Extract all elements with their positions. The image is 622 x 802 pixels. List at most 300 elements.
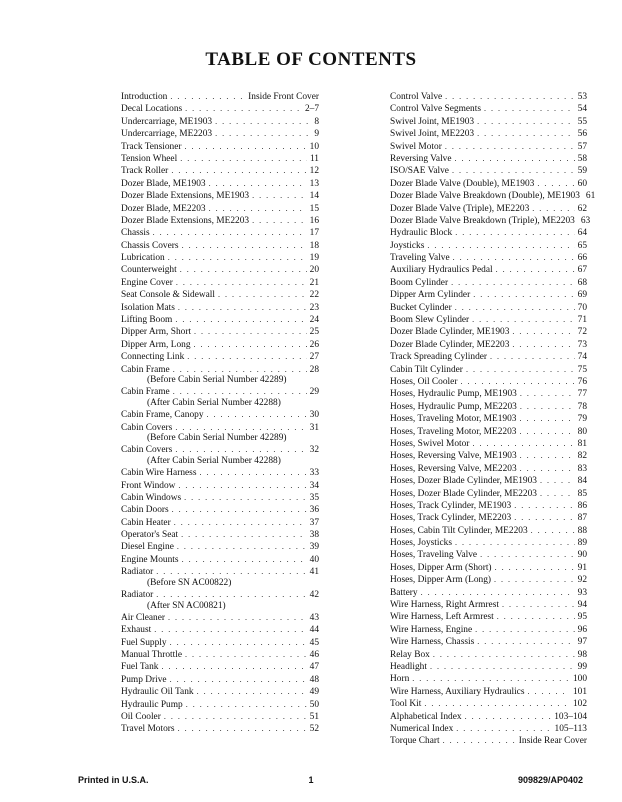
toc-entry-label: ISO/SAE Valve [390,166,449,177]
toc-entry-page: 47 [309,662,319,673]
toc-entry-page: 39 [309,542,319,553]
toc-entry [390,438,587,450]
dot-leader [496,264,575,276]
dot-leader [455,153,575,165]
toc-entry-label: Radiator [121,590,154,601]
toc-entry-label: Front Window [121,480,176,491]
toc-entry-page: 15 [309,203,319,214]
toc-entry-label: Travel Motors [121,724,175,735]
toc-entry-label: Cabin Frame, Canopy [121,410,204,421]
toc-entry-page: 33 [309,468,319,479]
toc-entry-label: Control Valve [390,92,443,102]
toc-entry [121,302,319,314]
toc-entry [121,203,319,215]
dot-leader [477,128,575,140]
toc-entry [390,91,587,103]
toc-entry-page: 49 [309,687,319,698]
dot-leader [445,91,574,103]
toc-entry-page: 36 [309,505,319,516]
toc-entry-label: Boom Slew Cylinder [390,315,470,326]
toc-entry-page: 82 [577,451,587,462]
toc-entry-label: Isolation Mats [121,302,175,313]
toc-entry-label: Cabin Frame [121,364,170,375]
toc-entry-label: Hoses, Dozer Blade Cylinder, ME2203 [390,488,537,499]
toc-entry-label: Fuel Supply [121,637,167,648]
dot-leader [173,364,307,376]
toc-entry-label: Tool Kit [390,699,422,710]
toc-entry [390,264,587,276]
toc-entry-label: Torque Chart [390,736,440,747]
printed-location: Printed in U.S.A. [78,775,149,785]
toc-entry-label: Dipper Arm Cylinder [390,290,471,301]
dot-leader [186,699,307,711]
toc-entry-page: 12 [309,166,319,177]
toc-entry [390,103,587,115]
toc-entry-label: Track Roller [121,166,169,177]
toc-entry-label: Oil Cooler [121,711,161,722]
toc-entry-label: Engine Cover [121,277,173,288]
toc-entry-label: Wire Harness, Auxiliary Hydraulics [390,686,525,697]
dot-leader [168,612,307,624]
toc-entry [121,409,319,421]
toc-entry [121,661,319,673]
toc-entry-page: 66 [577,253,587,264]
toc-entry-page: 24 [309,315,319,326]
toc-entry [121,314,319,326]
toc-entry [390,512,587,524]
toc-entry-page: 44 [309,625,319,636]
toc-entry-page: 35 [309,492,319,503]
toc-entry [121,215,319,227]
toc-entry [390,562,587,574]
dot-leader [520,450,575,462]
toc-entry [121,386,319,398]
dot-leader [185,103,302,115]
toc-entry [121,227,319,239]
toc-entry-page: 60 [577,178,587,189]
toc-entry-label: Dozer Blade Valve Breakdown (Triple), ME2203 [390,215,575,226]
toc-entry [121,351,319,363]
toc-entry [390,426,587,438]
toc-entry-page: 61 [585,191,596,202]
toc-entry-page: 58 [577,153,587,164]
toc-entry-page: 34 [309,480,319,491]
toc-entry [121,240,319,252]
toc-entry-label: Exhaust [121,625,152,636]
dot-leader [412,673,570,685]
dot-leader [171,165,306,177]
toc-entry-page: 71 [577,315,587,326]
toc-entry-page: 40 [309,554,319,565]
toc-entry [390,574,587,586]
toc-entry [390,649,587,661]
toc-entry [390,141,587,153]
toc-entry [121,612,319,624]
toc-entry-page: 97 [577,637,587,648]
dot-leader [199,467,306,479]
toc-entry [390,549,587,561]
dot-leader [514,500,574,512]
toc-entry [390,388,587,400]
dot-leader [495,562,575,574]
toc-entry-label: Fuel Tank [121,662,159,673]
toc-entry [390,289,587,301]
toc-entry-page: 102 [572,699,587,710]
toc-entry-page: 85 [577,488,587,499]
toc-entry-label: Decal Locations [121,104,183,115]
toc-entry [121,339,319,351]
toc-entry-label: Dozer Blade Extensions, ME2203 [121,215,250,226]
toc-entry-page: 79 [577,414,587,425]
toc-entry-page: 16 [309,215,319,226]
toc-entry [121,190,319,202]
dot-leader [455,227,574,239]
toc-entry-label: Cabin Doors [121,505,169,516]
dot-leader [178,302,307,314]
toc-entry-page: 76 [577,376,587,387]
toc-entry-page: 99 [577,661,587,672]
toc-entry [121,480,319,492]
toc-entry-page: 75 [577,364,587,375]
toc-entry-label: Dipper Arm, Short [121,327,192,338]
toc-entry-label: Hoses, Traveling Motor, ME1903 [390,414,517,425]
toc-entry [390,128,587,140]
toc-entry-page: 2–7 [304,104,319,115]
toc-entry-page: 59 [577,166,587,177]
toc-entry [390,277,587,289]
toc-entry-label: Cabin Wire Harness [121,468,197,479]
dot-leader [460,376,574,388]
dot-leader [181,529,306,541]
dot-leader [176,277,307,289]
dot-leader [170,91,245,103]
toc-entry-page: 14 [309,191,319,202]
dot-leader [494,574,575,586]
toc-entry-label: Track Spreading Cylinder [390,352,488,363]
dot-leader [197,686,307,698]
dot-leader [180,264,307,276]
dot-leader [466,364,575,376]
toc-entry-label: Cabin Windows [121,492,182,503]
toc-entry [390,413,587,425]
toc-entry [121,444,319,456]
toc-entry-page: 25 [309,327,319,338]
page-number: 1 [308,775,314,785]
toc-entry-label: Hydraulic Pump [121,699,183,710]
toc-entry [121,364,319,376]
toc-entry-label: Numerical Index [390,723,454,734]
toc-entry-page: 55 [577,116,587,127]
toc-entry [121,711,319,723]
toc-entry [390,376,587,388]
toc-entry-page: 105–113 [554,723,587,734]
toc-entry-page: 9 [314,129,319,140]
toc-entry [390,698,587,710]
dot-leader [156,566,306,578]
toc-entry-page: 88 [577,525,587,536]
toc-entry-label: Hoses, Track Cylinder, ME1903 [390,500,512,511]
dot-leader [520,463,575,475]
dot-leader [497,611,575,623]
toc-entry-label: Hoses, Track Cylinder, ME2203 [390,513,512,524]
dot-leader [194,326,307,338]
dot-leader [502,599,575,611]
toc-entry-page: 78 [577,401,587,412]
toc-entry-page: 27 [309,352,319,363]
toc-entry [121,699,319,711]
toc-entry [390,537,587,549]
toc-entry-label: Horn [390,674,410,685]
toc-entry-label: Lubrication [121,253,165,264]
toc-entry [390,500,587,512]
toc-entry-label: Hoses, Reversing Valve, ME2203 [390,463,517,474]
toc-entry [390,488,587,500]
toc-entry-page: 31 [309,422,319,433]
toc-entry-page: 83 [577,463,587,474]
toc-entry [121,467,319,479]
toc-entry-label: Diesel Engine [121,542,174,553]
dot-leader [178,723,307,735]
toc-entry-page: 20 [309,265,319,276]
dot-leader [182,240,307,252]
dot-leader [455,537,575,549]
toc-entry [121,504,319,516]
dot-leader [540,475,575,487]
toc-entry [390,686,587,698]
dot-leader [531,525,575,537]
toc-entry-page: 72 [577,327,587,338]
toc-entry-label: Connecting Link [121,352,185,363]
dot-leader [540,488,575,500]
toc-entry [390,203,587,215]
toc-entry-page: Inside Rear Cover [518,736,587,747]
dot-leader [477,636,574,648]
dot-leader [421,587,575,599]
toc-entry-label: Wire Harness, Left Armrest [390,612,494,623]
toc-entry [390,116,587,128]
dot-leader [194,339,307,351]
toc-entry-label: Swivel Joint, ME1903 [390,116,475,127]
toc-entry-page: 90 [577,550,587,561]
toc-entry-page: 8 [314,116,319,127]
toc-entry-label: Counterweight [121,265,177,276]
dot-leader [514,512,574,524]
dot-leader [427,240,574,252]
toc-entry-page: 26 [309,339,319,350]
toc-entry-label: Hoses, Traveling Valve [390,550,478,561]
dot-leader [475,624,574,636]
dot-leader [174,517,307,529]
toc-entry-label: Tension Wheel [121,153,178,164]
toc-entry-label: Dipper Arm, Long [121,339,191,350]
dot-leader [161,661,306,673]
dot-leader [175,422,306,434]
toc-entry-label: Dozer Blade Cylinder, ME2203 [390,339,510,350]
toc-entry-note: (After Cabin Serial Number 42288) [147,455,281,466]
toc-entry-label: Alphabetical Index [390,711,462,722]
toc-entry [390,364,587,376]
toc-entry-note: (Before SN AC00822) [147,577,232,588]
dot-leader [453,252,575,264]
toc-entry [390,587,587,599]
toc-entry [390,227,587,239]
dot-leader [209,203,307,215]
dot-leader [452,165,575,177]
dot-leader [512,326,574,338]
toc-entry-page: 89 [577,538,587,549]
dot-leader [252,215,307,227]
toc-entry-label: Dozer Blade Valve Breakdown (Double), ME1903 [390,191,580,202]
toc-entry-page: 51 [309,711,319,722]
toc-entry [390,240,587,252]
toc-entry [121,554,319,566]
toc-entry [121,165,319,177]
dot-leader [433,649,575,661]
dot-leader [154,624,306,636]
page-title: TABLE OF CONTENTS [205,49,417,70]
toc-entry-label: Manual Throttle [121,649,183,660]
toc-entry-label: Dozer Blade Cylinder, ME1903 [390,327,510,338]
toc-entry [390,673,587,685]
dot-leader [519,426,574,438]
toc-entry-page: 101 [572,686,587,697]
toc-entry [121,723,319,735]
toc-entry [121,326,319,338]
toc-entry [121,153,319,165]
toc-entry-label: Wire Harness, Engine [390,624,473,635]
dot-leader [177,541,307,553]
dot-leader [484,103,575,115]
toc-entry-label: Dozer Blade Valve (Triple), ME2203 [390,203,530,214]
dot-leader [480,549,575,561]
dot-leader [537,178,574,190]
document-code: 909829/AP0402 [517,775,583,785]
toc-entry [121,624,319,636]
toc-entry-page: 57 [577,141,587,152]
dot-leader [184,492,306,504]
toc-entry [390,450,587,462]
toc-entry [390,463,587,475]
dot-leader [175,314,306,326]
toc-entry-note: (After SN AC00821) [147,600,226,611]
toc-entry-page: 91 [577,562,587,573]
toc-entry-page: 54 [577,104,587,115]
toc-entry-page: 11 [309,153,319,164]
toc-entry-label: Dozer Blade Extensions, ME1903 [121,191,250,202]
dot-leader [472,438,574,450]
toc-entry [390,525,587,537]
toc-entry-page: 87 [577,513,587,524]
toc-entry-note: (Before Cabin Serial Number 42289) [147,433,287,444]
toc-entry [121,686,319,698]
toc-entry [121,264,319,276]
toc-left-column [121,91,319,736]
dot-leader [156,589,306,601]
toc-entry [121,589,319,601]
toc-entry [121,252,319,264]
toc-entry-page: 43 [309,612,319,623]
toc-entry [390,401,587,413]
toc-entry [390,475,587,487]
toc-entry-label: Traveling Valve [390,253,450,264]
toc-entry [121,91,319,103]
toc-right-column [390,91,596,748]
toc-entry-label: Introduction [121,92,168,102]
toc-entry [121,178,319,190]
toc-entry-label: Undercarriage, ME1903 [121,116,213,127]
dot-leader [456,723,551,735]
dot-leader [445,141,575,153]
toc-entry-label: Joysticks [390,240,425,251]
toc-entry-page: 56 [577,129,587,140]
toc-entry-page: 63 [580,215,591,226]
dot-leader [424,698,570,710]
toc-entry [390,314,587,326]
dot-leader [252,190,307,202]
toc-entry-page: 28 [309,364,319,375]
toc-entry-label: Headlight [390,661,427,672]
toc-entry-page: 93 [577,587,587,598]
toc-entry-page: 100 [572,674,587,685]
toc-entry-label: Cabin Covers [121,445,173,456]
toc-entry-label: Undercarriage, ME2203 [121,129,213,140]
toc-entry-label: Cabin Frame [121,387,170,398]
dot-leader [455,302,575,314]
dot-leader [443,735,516,747]
dot-leader [182,554,307,566]
toc-entry [121,649,319,661]
toc-entry-page: 13 [309,178,319,189]
toc-entry-page: 73 [577,339,587,350]
toc-entry-label: Dozer Blade, ME1903 [121,178,206,189]
toc-entry-label: Relay Box [390,649,430,660]
toc-entry-note: (After Cabin Serial Number 42288) [147,397,281,408]
toc-entry-label: Hydraulic Oil Tank [121,687,194,698]
dot-leader [215,128,311,140]
toc-entry-label: Reversing Valve [390,153,452,164]
toc-entry-page: 21 [309,277,319,288]
toc-entry-page: 84 [577,476,587,487]
toc-entry-label: Dozer Blade Valve (Double), ME1903 [390,178,535,189]
toc-entry-page: 23 [309,302,319,313]
toc-entry-label: Hoses, Dipper Arm (Short) [390,562,492,573]
dot-leader [465,711,552,723]
toc-entry [121,517,319,529]
toc-entry-label: Engine Mounts [121,554,179,565]
toc-entry-label: Pump Drive [121,674,167,685]
toc-entry [121,541,319,553]
toc-entry-page: 64 [577,228,587,239]
toc-entry-label: Dozer Blade, ME2203 [121,203,206,214]
toc-entry-label: Hoses, Dozer Blade Cylinder, ME1903 [390,476,537,487]
toc-entry-page: 86 [577,500,587,511]
dot-leader [173,386,307,398]
dot-leader [168,252,307,264]
toc-entry-page: 29 [309,387,319,398]
toc-entry-page: 52 [309,724,319,735]
toc-entry-page: 96 [577,624,587,635]
toc-entry-label: Control Valve Segments [390,104,481,115]
toc-entry [390,611,587,623]
dot-leader [520,388,575,400]
toc-entry-label: Boom Cylinder [390,277,449,288]
toc-entry [390,735,587,747]
toc-entry-label: Battery [390,587,418,598]
toc-entry-page: 22 [309,290,319,301]
toc-entry [390,351,587,363]
toc-entry-label: Track Tensioner [121,141,182,152]
toc-entry-label: Wire Harness, Chassis [390,637,475,648]
